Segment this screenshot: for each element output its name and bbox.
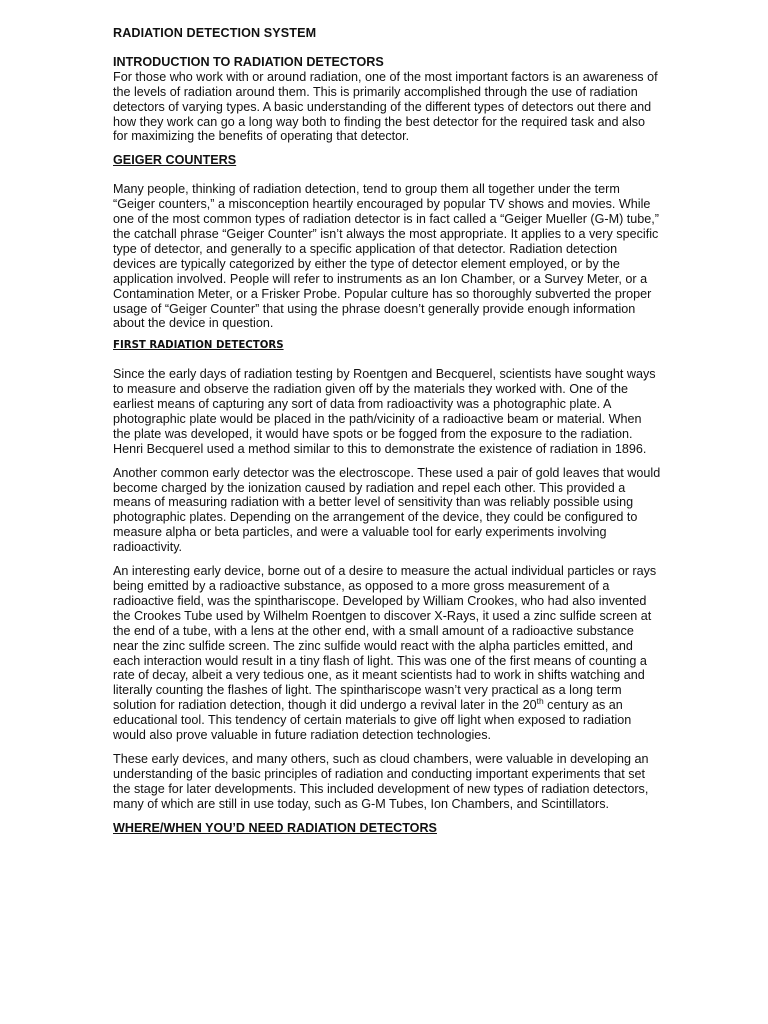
geiger-counters-heading: GEIGER COUNTERS (113, 153, 237, 168)
intro-heading: INTRODUCTION TO RADIATION DETECTORS (113, 54, 384, 69)
paragraph-3-text-after: century as an educational tool. This tendency of certain materials to give off light when exposed to radiation would also prove valuable in future radiation detection technologies. (113, 698, 632, 743)
first-detectors-paragraph-4: These early devices, and many others, such as cloud chambers, were valuable in developing an understanding of the basic principles of radiation and conducting important experiments that set the stage for later developments. This included development of new types of radiation detectors, many of which are still in use today, such as G-M Tubes, Ion Chambers, and Scintillators. (113, 751, 649, 811)
paragraph-3-century-number: 20 (522, 698, 537, 713)
intro-paragraph: For those who work with or around radiation, one of the most important factors is an awareness of the levels of radiation around them. This is primarily accomplished through the use of radiation detectors of varying types. A basic understanding of the different types of detectors out there and how they work can go a long way both to finding the best detector for the required task and also for maximizing the benefits of operating that detector. (113, 69, 658, 144)
document-page (113, 26, 661, 850)
paragraph-3-ordinal-suffix: th (536, 696, 544, 707)
paragraph-3-text-before: An interesting early device, borne out of a desire to measure the actual individual particles or rays being emitted by a radioactive substance, as opposed to a more gross measurement of a radioactive field, was the spinthariscope. Developed by William Crookes, who had also invented the Crookes Tube used by Wilhelm Roentgen to discover X-Rays, it used a zinc sulfide screen at the end of a tube, with a lens at the other end, with a small amount of a radioactive substance near the zinc sulfide screen. The zinc sulfide would react with the alpha particles emitted, and each interaction would result in a tiny flash of light. This was one of the first means of counting a rate of decay, albeit a very tedious one, as it meant scientists had to work in shifts watching and literally counting the flashes of light. The spinthariscope wasn’t very practical as a long term solution for radiation detection, though it did undergo a revival later in the (113, 564, 657, 713)
where-when-heading: WHERE/WHEN YOU’D NEED RADIATION DETECTORS (113, 820, 437, 835)
document-title: RADIATION DETECTION SYSTEM (113, 26, 317, 40)
first-detectors-heading: FIRST RADIATION DETECTORS (113, 340, 284, 352)
first-detectors-paragraph-2: Another common early detector was the electroscope. These used a pair of gold leaves that would become charged by the ionization caused by radiation and repel each other. This provided a means of measuring radiation with a better level of sensitivity than was reliably possible using photographic plates. Depending on the arrangement of the device, they could be configured to measure alpha or beta particles, and were a valuable tool for early experiments involving radioactivity. (113, 465, 661, 555)
first-detectors-paragraph-3 (113, 564, 661, 743)
geiger-counters-paragraph: Many people, thinking of radiation detection, tend to group them all together under the term “Geiger counters,” a misconception heartily encouraged by popular TV shows and movies. While one of the most common types of radiation detector is in fact called a “Geiger Mueller (G-M) tube,” the catchall phrase “Geiger Counter” isn’t always the most appropriate. It applies to a very specific type of detector, and generally to a specific application of that detector. Radiation detection devices are typically categorized by either the type of detector element employed, or by the application involved. People will refer to instruments as an Ion Chamber, or a Survey Meter, or a Contamination Meter, or a Frisker Probe. Popular culture has so thoroughly subverted the proper usage of “Geiger Counter” that using the phrase doesn’t generally provide enough information about the device in question. (113, 182, 659, 331)
first-detectors-paragraph-1: Since the early days of radiation testing by Roentgen and Becquerel, scientists have sought ways to measure and observe the radiation given off by the materials they worked with. One of the earliest means of capturing any sort of data from radioactivity was a photographic plate. A photographic plate would be placed in the path/vicinity of a radioactive beam or material. When the plate was developed, it would have spots or be fogged from the exposure to the radiation. Henri Becquerel used a method similar to this to demonstrate the existence of radiation in 1896. (113, 367, 656, 456)
